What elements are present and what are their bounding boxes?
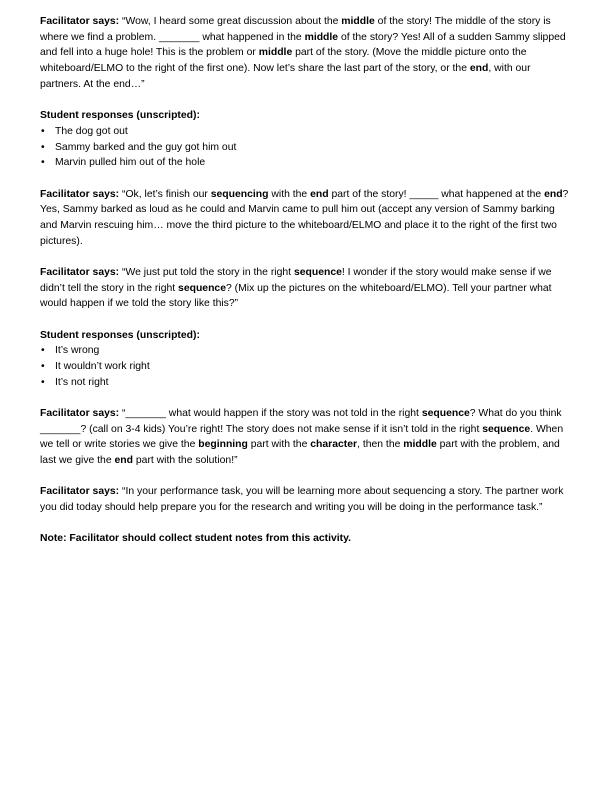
keyword: sequence xyxy=(293,266,342,278)
facilitator-label: Facilitator says: xyxy=(40,188,120,200)
script-text: “In your performance task, you will be learning more about sequencing a story. The partner work you did today should help prepare you for the research and writing you will be doing in the performance task.” xyxy=(40,486,564,514)
keyword: sequence xyxy=(178,282,226,294)
keyword: middle xyxy=(341,16,375,27)
student-responses-label: Student responses (unscripted): xyxy=(40,329,200,341)
facilitator-paragraph-1 xyxy=(40,14,572,93)
script-text: “Wow, I heard some great discussion about the xyxy=(119,16,342,27)
script-text: part with the solution!” xyxy=(133,455,238,467)
facilitator-label: Facilitator says: xyxy=(40,266,120,278)
script-text: “We just put told the story in the right xyxy=(119,266,294,278)
keyword: sequencing xyxy=(210,188,269,200)
keyword: end xyxy=(469,63,489,75)
facilitator-paragraph-5 xyxy=(40,484,572,515)
student-responses-2 xyxy=(40,328,572,391)
facilitator-paragraph-3 xyxy=(40,265,572,312)
script-text: , then the xyxy=(357,439,404,451)
script-text: part with the xyxy=(247,439,311,451)
keyword: sequence xyxy=(482,423,531,435)
keyword: middle xyxy=(403,439,437,451)
script-text: part of the story. (Move the middle picture onto the whiteboard/ELMO to the right of the first one). Now let’s share the last part of the story, or the xyxy=(40,47,527,75)
script-text: part with the problem, and last we give the xyxy=(40,439,560,467)
list-item: • The dog got out xyxy=(40,124,572,140)
keyword: middle xyxy=(258,47,293,59)
facilitator-label: Facilitator says: xyxy=(40,16,120,27)
facilitator-label: Facilitator says: xyxy=(40,408,120,420)
script-text: . When we tell or write stories we give the xyxy=(40,423,564,451)
script-text: “Ok, let’s finish our xyxy=(119,188,211,200)
facilitator-paragraph-4 xyxy=(40,406,572,469)
facilitator-note: Note: Facilitator should collect student notes from this activity. xyxy=(40,533,351,545)
keyword: end xyxy=(114,455,133,467)
script-text: ! I wonder if the story would make sense if we didn’t tell the story in the right xyxy=(40,266,552,294)
list-item: • It’s wrong xyxy=(40,343,572,359)
script-text: ? Yes, Sammy barked as loud as he could and Marvin came to pull him out (accept any version of Sammy barking and Marvin rescuing him… move the third picture to the whiteboard/ELMO and place it to the right of the first two pictures). xyxy=(40,188,569,247)
script-text: with the xyxy=(268,188,311,200)
response-list xyxy=(40,343,572,390)
facilitator-label: Facilitator says: xyxy=(40,486,120,498)
script-text: of the story! The middle of the story is where we find a problem. _______ what happened in the xyxy=(40,16,551,43)
response-list xyxy=(40,124,572,171)
list-item: • Marvin pulled him out of the hole xyxy=(40,155,572,171)
student-responses-1 xyxy=(40,108,572,171)
keyword: middle xyxy=(304,31,339,43)
script-text: ? What do you think _______? (call on 3-4 kids) You’re right! The story does not make sense if it isn’t told in the right xyxy=(40,408,562,435)
keyword: end xyxy=(310,188,329,200)
facilitator-paragraph-2 xyxy=(40,187,572,250)
list-item: • It’s not right xyxy=(40,375,572,391)
list-item: • Sammy barked and the guy got him out xyxy=(40,140,572,156)
script-text: “_______ what would happen if the story was not told in the right xyxy=(119,408,422,420)
script-text: part of the story! _____ what happened at the xyxy=(328,188,545,200)
keyword: character xyxy=(310,439,358,451)
keyword: sequence xyxy=(421,408,470,420)
script-text: , with our partners. At the end…” xyxy=(40,63,531,90)
list-item: • It wouldn’t work right xyxy=(40,359,572,375)
script-text: ? (Mix up the pictures on the whiteboard/ELMO). Tell your partner what would happen if we told the story like this?” xyxy=(40,282,552,310)
keyword: end xyxy=(544,188,563,200)
student-responses-label: Student responses (unscripted): xyxy=(40,110,200,122)
script-text: of the story? Yes! All of a sudden Sammy slipped and fell into a huge hole! This is the problem or xyxy=(40,31,566,59)
keyword: beginning xyxy=(198,439,248,451)
